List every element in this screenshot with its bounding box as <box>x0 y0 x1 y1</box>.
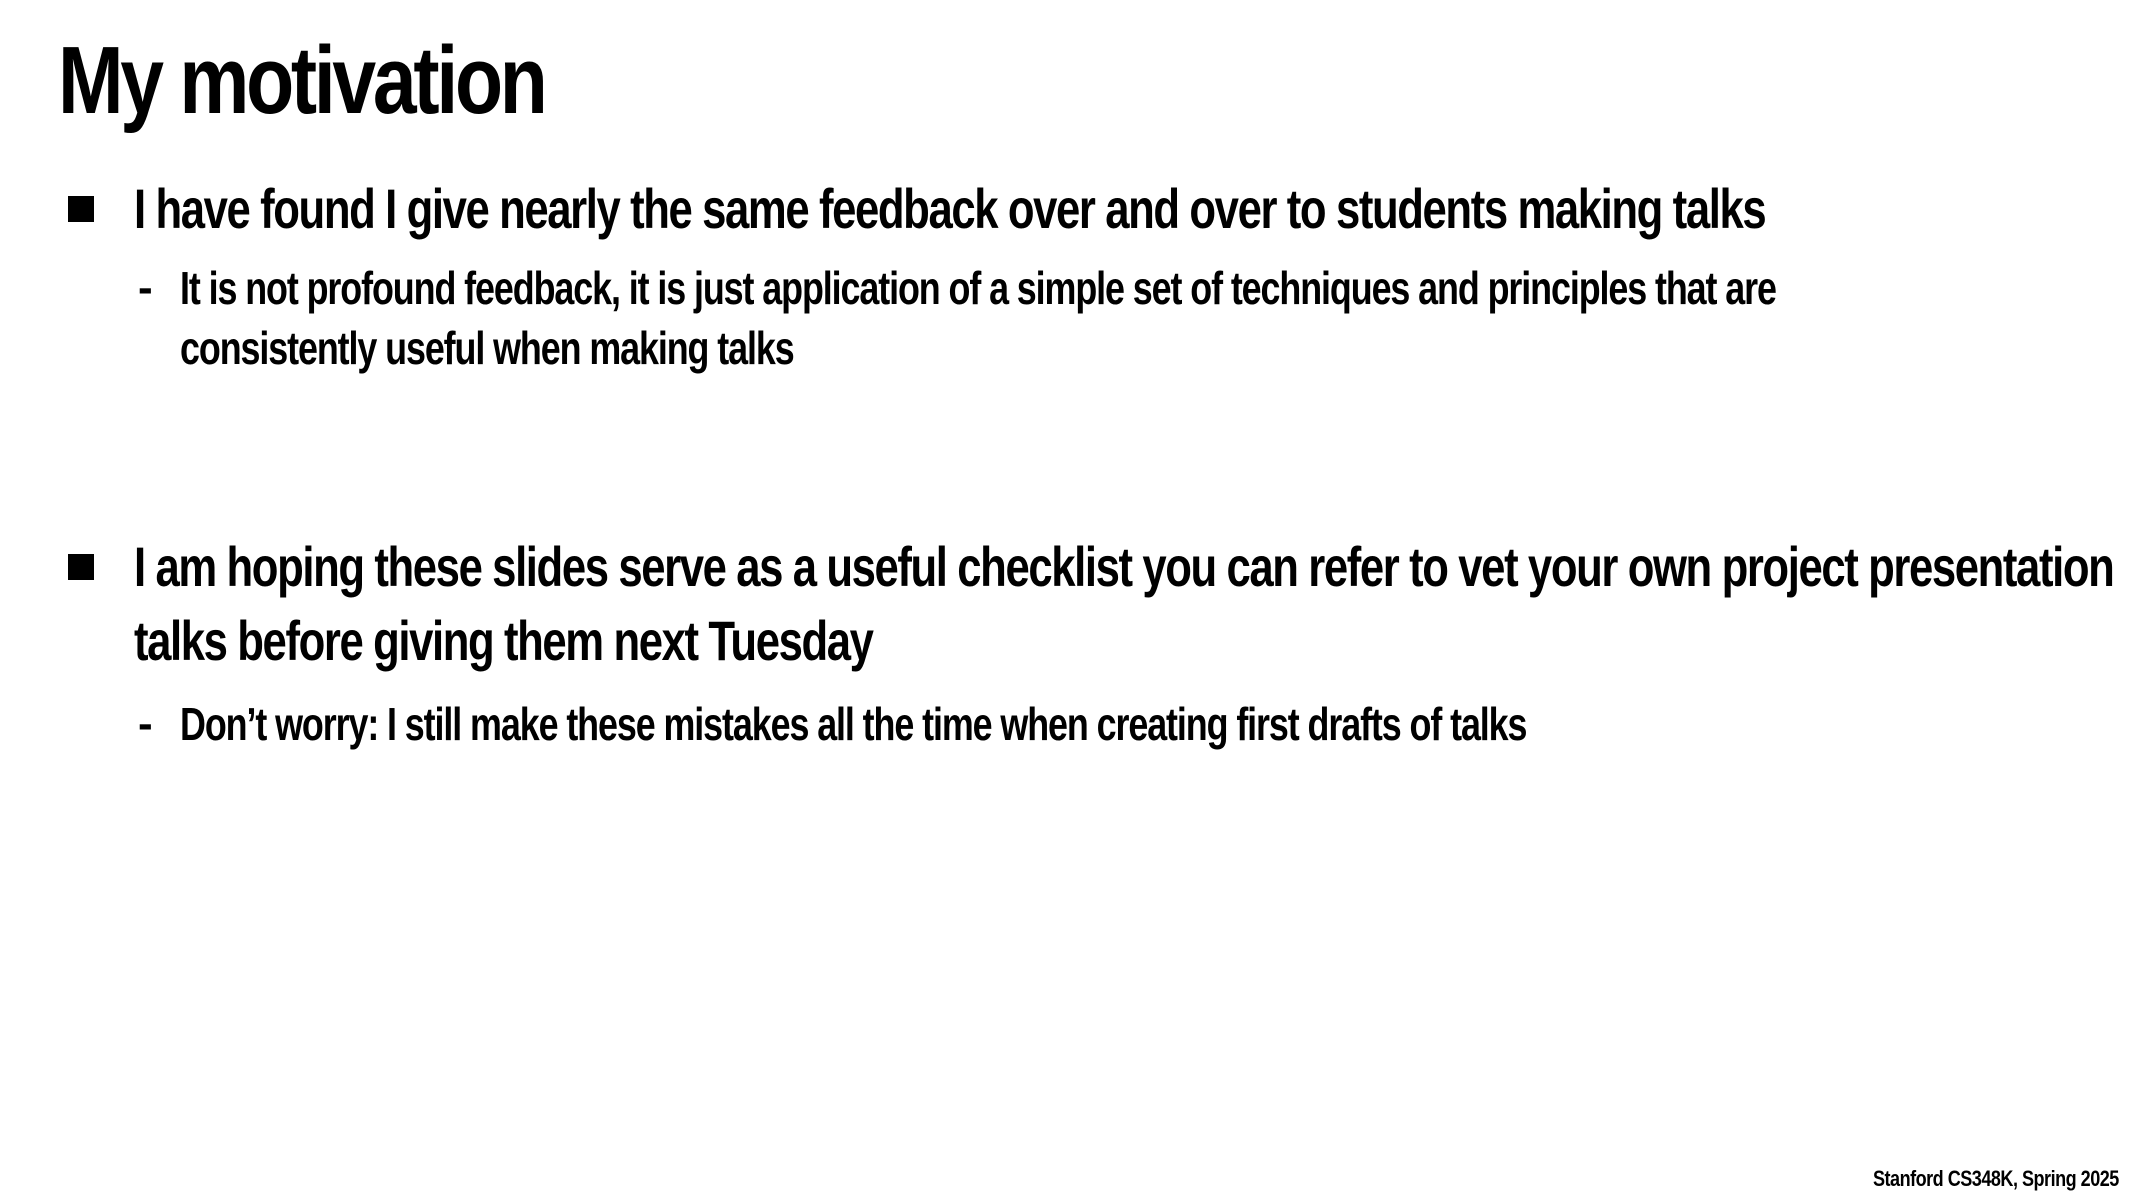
square-bullet-icon <box>68 196 94 222</box>
square-bullet-icon <box>68 554 94 580</box>
slide-footer: Stanford CS348K, Spring 2025 <box>1873 1166 2119 1191</box>
dash-bullet-icon: - <box>138 263 153 312</box>
slide-title: My motivation <box>58 27 545 134</box>
dash-bullet-icon: - <box>138 699 153 748</box>
bullet-text: I am hoping these slides serve as a useful checklist you can refer to vet your own project presentation talks before giving them next Tuesday <box>134 535 2114 672</box>
bullet-text: I have found I give nearly the same feedback over and over to students making talks <box>134 177 1766 240</box>
sub-bullet-text: Don’t worry: I still make these mistakes all the time when creating first drafts of talks <box>180 698 1527 750</box>
sub-bullet-text: It is not profound feedback, it is just application of a simple set of techniques and principles that are consistently useful when making talks <box>180 262 1776 374</box>
